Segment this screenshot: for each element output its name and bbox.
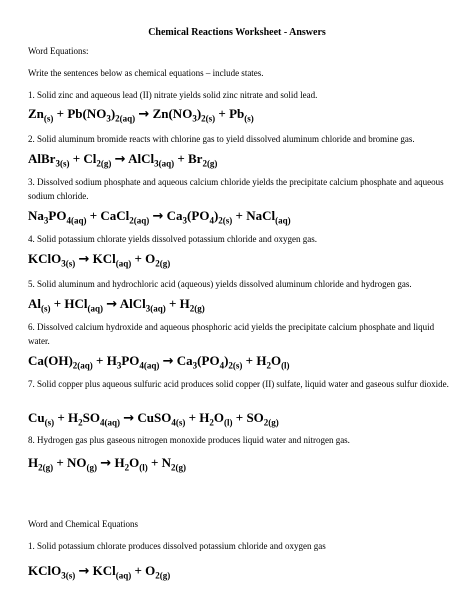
section2-question-1: 1. Solid potassium chlorate produces dissolved potassium chloride and oxygen gas xyxy=(28,541,326,551)
equation-6: $Ca(OH)_{2(aq)} + H_3PO_{4(aq)} \to Ca_3(PO_4)_{2(s)} + H_2O_{(l)}$ xyxy=(28,353,290,371)
question-6: 6. Dissolved calcium hydroxide and aqueous phosphoric acid yields the precipitate calcium phosphate and liquid water. xyxy=(28,322,435,346)
question-3: 3. Dissolved sodium phosphate and aqueous calcium chloride yields the precipitate calcium phosphate and aqueous sodium chloride. xyxy=(28,177,444,201)
section2-equation-1: KClO$_{3(s)}$ → $KCl_{(aq)} + O_{2(g)}$ xyxy=(28,563,171,581)
page-title: Chemical Reactions Worksheet - Answers xyxy=(148,27,326,38)
question-8: 8. Hydrogen gas plus gaseous nitrogen monoxide produces liquid water and nitrogen gas. xyxy=(28,435,350,445)
equation-4: KClO$_{3(s)}$ → $KCl_{(aq)} + O_{2(g)}$ xyxy=(28,251,171,269)
question-2: 2. Solid aluminum bromide reacts with chlorine gas to yield dissolved aluminum chloride and bromine gas. xyxy=(28,134,415,144)
equation-2: AlBr$_{3(s)}$ + $Cl_{2(g)}$ → AlCl$_{3(aq)}$ + $Br_{2(g)}$ xyxy=(28,151,218,169)
section-heading: Word Equations: xyxy=(28,46,89,56)
question-4: 4. Solid potassium chlorate yields dissolved potassium chloride and oxygen gas. xyxy=(28,234,317,244)
equation-1: $Zn_{(s)} + Pb(NO_3)_{2(aq)} \to Zn(NO_3)_{2(s)} + Pb_{(s)}$ xyxy=(28,106,254,124)
question-7: 7. Solid copper plus aqueous sulfuric acid produces solid copper (II) sulfate, liquid water and gaseous sulfur dioxide. xyxy=(28,379,449,389)
instructions: Write the sentences below as chemical equations – include states. xyxy=(28,68,264,78)
equation-3: $Na_3PO_{4(aq)}$ + CaCl$_{2(aq)}$ → $Ca_3(PO_4)_{2(s)}$ + NaCl$_{(aq)}$ xyxy=(28,208,291,226)
question-1: 1. Solid zinc and aqueous lead (II) nitrate yields solid zinc nitrate and solid lead. xyxy=(28,90,318,100)
question-5: 5. Solid aluminum and hydrochloric acid (aqueous) yields dissolved aluminum chloride and hydrogen gas. xyxy=(28,279,412,289)
equation-8: $H_{2(g)} + NO_{(g)} \to H_2O_{(l)} + N_{2(g)}$ xyxy=(28,455,186,473)
equation-7: $Cu_{(s)} + H_2SO_{4(aq)}$ → CuSO$_{4(s)}$ + $H_2O_{(l)} + SO_{2(g)}$ xyxy=(28,410,279,428)
section-heading-2: Word and Chemical Equations xyxy=(28,519,138,529)
equation-5: $Al_{(s)} + HCl_{(aq)}$ → AlCl$_{3(aq)}$ + $H_{2(g)}$ xyxy=(28,296,205,314)
